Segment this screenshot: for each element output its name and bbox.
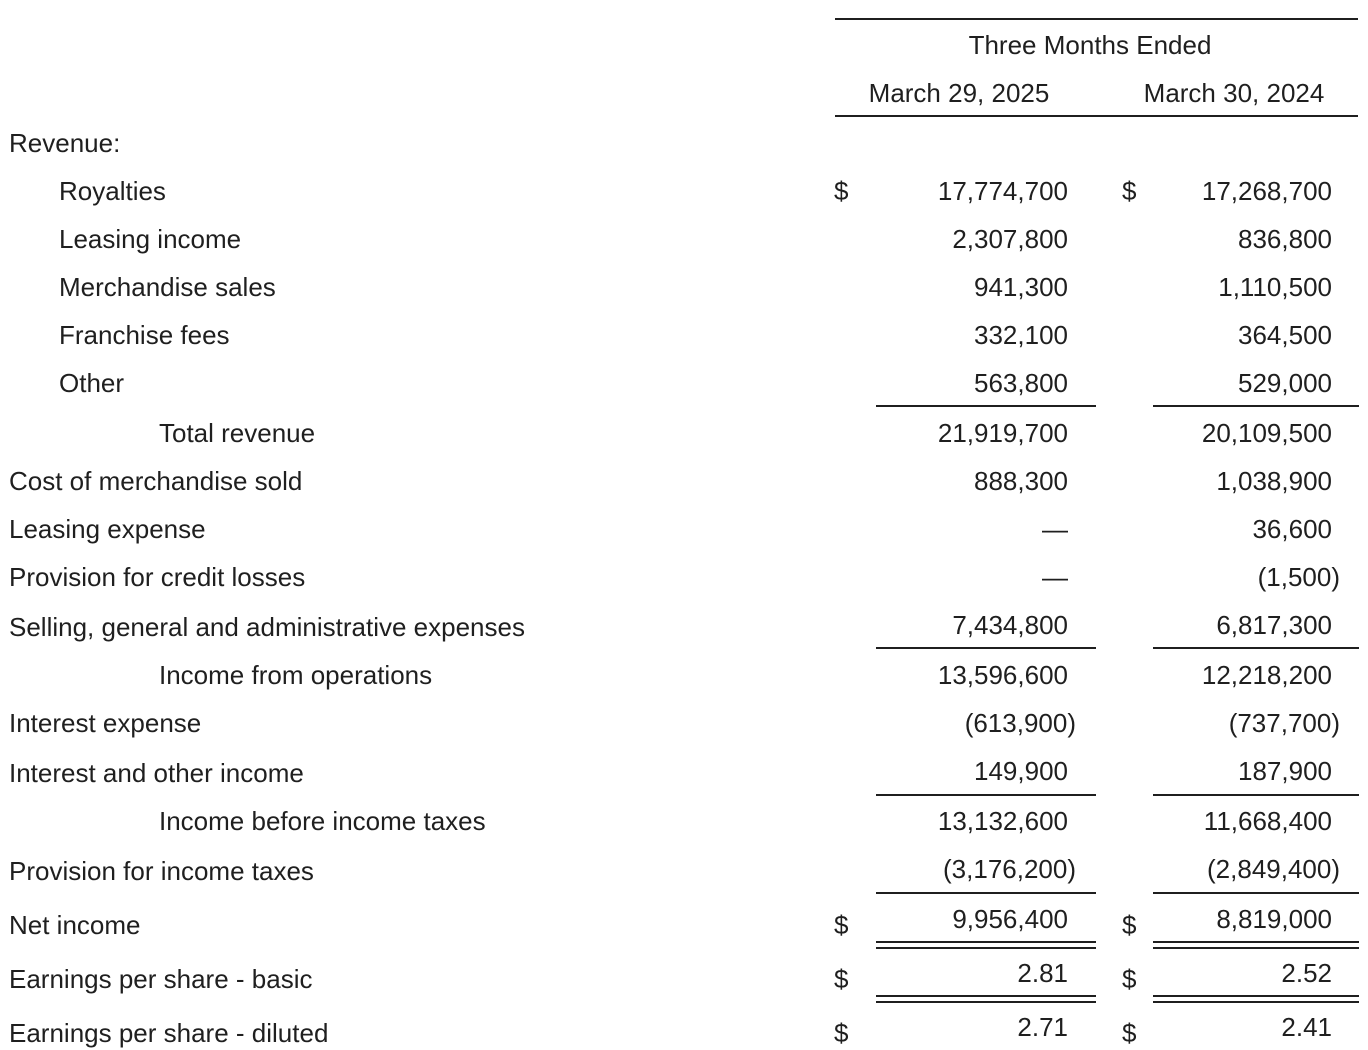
value-2025-merchandise-sales: 941,300 <box>974 272 1068 302</box>
value-2024-interest-expense: (737,700) <box>1228 708 1340 738</box>
value-2025-sga: 7,434,800 <box>952 610 1068 640</box>
double-total-rule-2025 <box>876 995 1096 1003</box>
value-2025-leasing-expense: — <box>1042 514 1068 544</box>
subtotal-rule-2025 <box>876 647 1096 649</box>
currency-symbol: $ <box>1122 176 1137 206</box>
row-label-provision-credit: Provision for credit losses <box>9 562 306 592</box>
subtotal-rule-2024 <box>1153 405 1359 407</box>
row-label-provision-taxes: Provision for income taxes <box>9 856 314 886</box>
row-label-eps-basic: Earnings per share - basic <box>9 964 313 994</box>
value-2024-merchandise-sales: 1,110,500 <box>1218 272 1332 302</box>
value-2024-interest-other-income: 187,900 <box>1238 756 1332 786</box>
currency-symbol: $ <box>1122 910 1137 940</box>
value-2025-provision-taxes: (3,176,200) <box>943 854 1076 884</box>
double-total-rule-2025 <box>876 941 1096 949</box>
subtotal-rule-2024 <box>1153 647 1359 649</box>
row-label-eps-diluted: Earnings per share - diluted <box>9 1018 329 1048</box>
value-2024-provision-taxes: (2,849,400) <box>1207 854 1340 884</box>
currency-symbol: $ <box>1122 1018 1137 1048</box>
value-2024-income-operations: 12,218,200 <box>1201 660 1332 690</box>
value-2025-total-revenue: 21,919,700 <box>937 418 1068 448</box>
value-2025-eps-diluted: 2.71 <box>1017 1012 1068 1042</box>
currency-symbol: $ <box>834 964 849 994</box>
column-header-2024: March 30, 2024 <box>1143 78 1325 108</box>
value-2025-franchise-fees: 332,100 <box>974 320 1068 350</box>
row-label-interest-expense: Interest expense <box>9 708 202 738</box>
value-2025-interest-expense: (613,900) <box>964 708 1076 738</box>
row-label-income-operations: Income from operations <box>159 660 433 690</box>
value-2024-sga: 6,817,300 <box>1216 610 1332 640</box>
double-total-rule-2024 <box>1153 941 1359 949</box>
header-bottom-rule <box>835 115 1358 117</box>
value-2024-leasing-income: 836,800 <box>1238 224 1332 254</box>
row-label-revenue: Revenue: <box>9 128 121 158</box>
row-label-franchise-fees: Franchise fees <box>59 320 230 350</box>
value-2024-franchise-fees: 364,500 <box>1238 320 1332 350</box>
row-label-cost-of-merchandise: Cost of merchandise sold <box>9 466 303 496</box>
row-label-net-income: Net income <box>9 910 141 940</box>
row-label-sga: Selling, general and administrative expenses <box>9 612 525 642</box>
value-2024-cost-of-merchandise: 1,038,900 <box>1216 466 1332 496</box>
currency-symbol: $ <box>834 910 849 940</box>
period-header: Three Months Ended <box>968 30 1212 60</box>
row-label-leasing-income: Leasing income <box>59 224 242 254</box>
value-2025-interest-other-income: 149,900 <box>974 756 1068 786</box>
value-2024-leasing-expense: 36,600 <box>1252 514 1332 544</box>
row-label-other: Other <box>59 368 125 398</box>
value-2024-eps-diluted: 2.41 <box>1281 1012 1332 1042</box>
subtotal-rule-2024 <box>1153 794 1359 796</box>
column-header-2025: March 29, 2025 <box>868 78 1050 108</box>
row-label-total-revenue: Total revenue <box>159 418 316 448</box>
value-2025-royalties: 17,774,700 <box>937 176 1068 206</box>
currency-symbol: $ <box>1122 964 1137 994</box>
row-label-leasing-expense: Leasing expense <box>9 514 206 544</box>
value-2025-cost-of-merchandise: 888,300 <box>974 466 1068 496</box>
row-label-interest-other-income: Interest and other income <box>9 758 304 788</box>
value-2025-other: 563,800 <box>974 368 1068 398</box>
value-2025-provision-credit: — <box>1042 562 1068 592</box>
value-2025-net-income: 9,956,400 <box>952 904 1068 934</box>
value-2024-provision-credit: (1,500) <box>1257 562 1340 592</box>
header-top-rule <box>835 18 1358 20</box>
value-2025-leasing-income: 2,307,800 <box>952 224 1068 254</box>
currency-symbol: $ <box>834 176 849 206</box>
value-2024-royalties: 17,268,700 <box>1201 176 1332 206</box>
row-label-income-before-taxes: Income before income taxes <box>159 806 486 836</box>
subtotal-rule-2025 <box>876 794 1096 796</box>
row-label-merchandise-sales: Merchandise sales <box>59 272 276 302</box>
currency-symbol: $ <box>834 1018 849 1048</box>
subtotal-rule-2024 <box>1153 892 1359 894</box>
value-2024-income-before-taxes: 11,668,400 <box>1203 806 1332 836</box>
row-label-royalties: Royalties <box>59 176 166 206</box>
value-2025-income-operations: 13,596,600 <box>937 660 1068 690</box>
double-total-rule-2024 <box>1153 995 1359 1003</box>
subtotal-rule-2025 <box>876 405 1096 407</box>
value-2025-eps-basic: 2.81 <box>1017 958 1068 988</box>
value-2024-other: 529,000 <box>1238 368 1332 398</box>
value-2024-eps-basic: 2.52 <box>1281 958 1332 988</box>
value-2024-total-revenue: 20,109,500 <box>1201 418 1332 448</box>
value-2024-net-income: 8,819,000 <box>1216 904 1332 934</box>
subtotal-rule-2025 <box>876 892 1096 894</box>
value-2025-income-before-taxes: 13,132,600 <box>937 806 1068 836</box>
